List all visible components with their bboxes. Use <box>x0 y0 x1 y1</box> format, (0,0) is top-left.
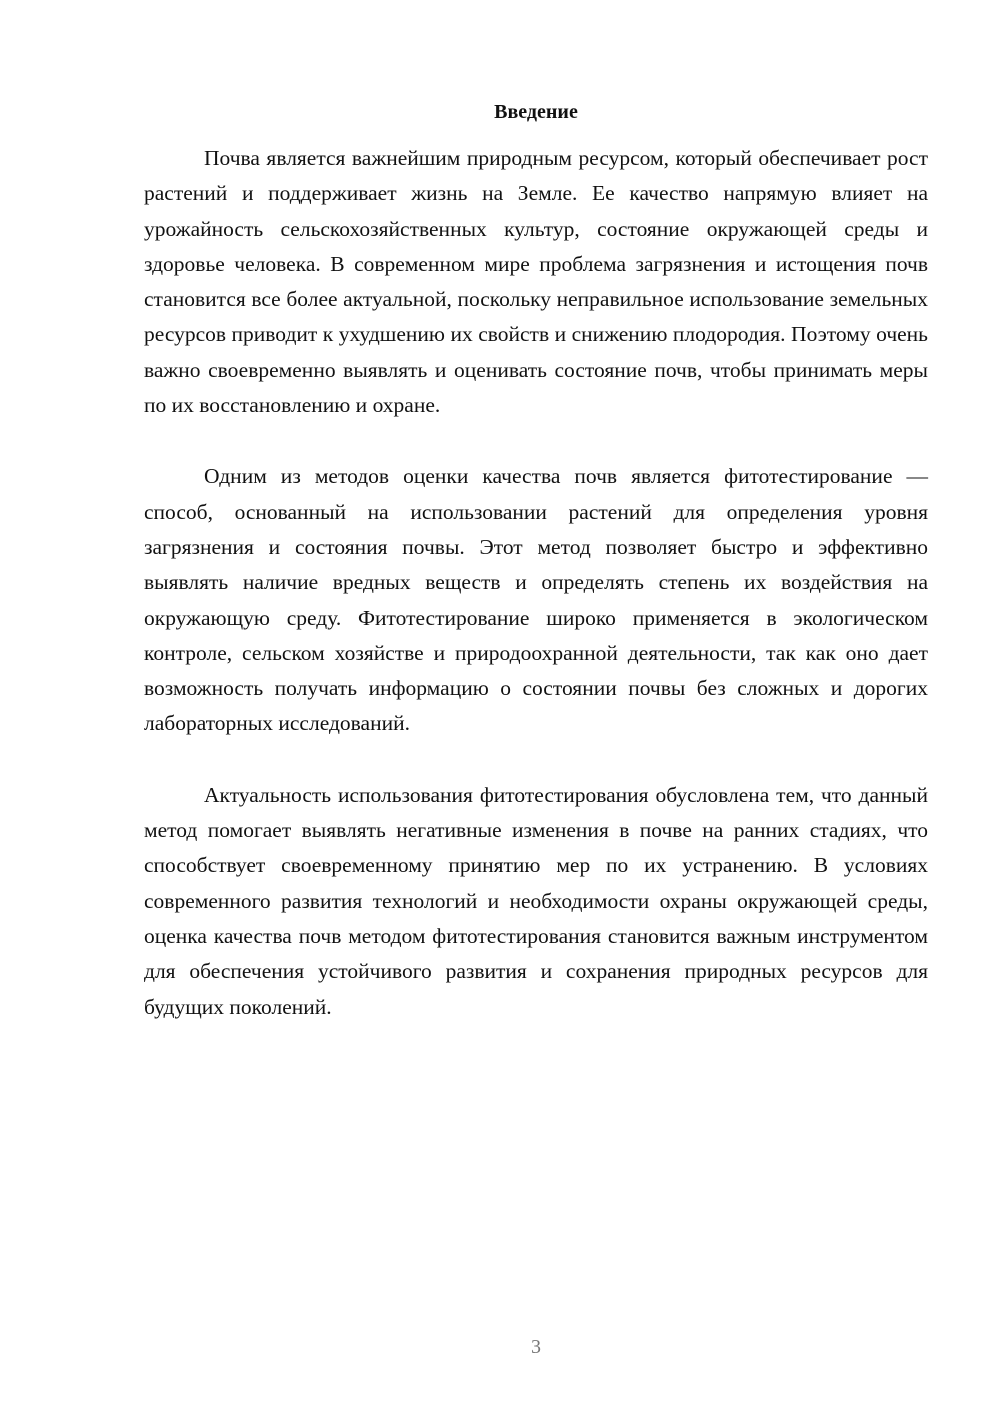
section-title: Введение <box>494 101 578 123</box>
paragraph-2: Одним из методов оценки качества почв является фитотестирование — способ, основанный на использовании растений для определения уровня загрязнения и состояния почвы. Этот метод позволяет быстро и эффективно выявлять наличие вредных веществ и определять степень их воздействия на окружающую среду. Фитотестирование широко применяется в экологическом контроле, сельском хозяйстве и природоохранной деятельности, так как оно дает возможность получать информацию о состоянии почвы без сложных и дорогих лабораторных исследований. <box>144 464 928 736</box>
paragraph-1: Почва является важнейшим природным ресурсом, который обеспечивает рост растений и поддерживает жизнь на Земле. Ее качество напрямую влияет на урожайность сельскохозяйственных культур, состояние окружающей среды и здоровье человека. В современном мире проблема загрязнения и истощения почв становится все более актуальной, поскольку неправильное использование земельных ресурсов приводит к ухудшению их свойств и снижению плодородия. Поэтому очень важно своевременно выявлять и оценивать состояние почв, чтобы принимать меры по их восстановлению и охране. <box>144 146 928 418</box>
paragraph-3: Актуальность использования фитотестирования обусловлена тем, что данный метод помогает выявлять негативные изменения в почве на ранних стадиях, что способствует своевременному принятию мер по их устранению. В условиях современного развития технологий и необходимости охраны окружающей среды, оценка качества почв методом фитотестирования становится важным инструментом для обеспечения устойчивого развития и сохранения природных ресурсов для будущих поколений. <box>144 782 928 1019</box>
body-text <box>144 141 928 1061</box>
page-number: 3 <box>531 1336 541 1358</box>
